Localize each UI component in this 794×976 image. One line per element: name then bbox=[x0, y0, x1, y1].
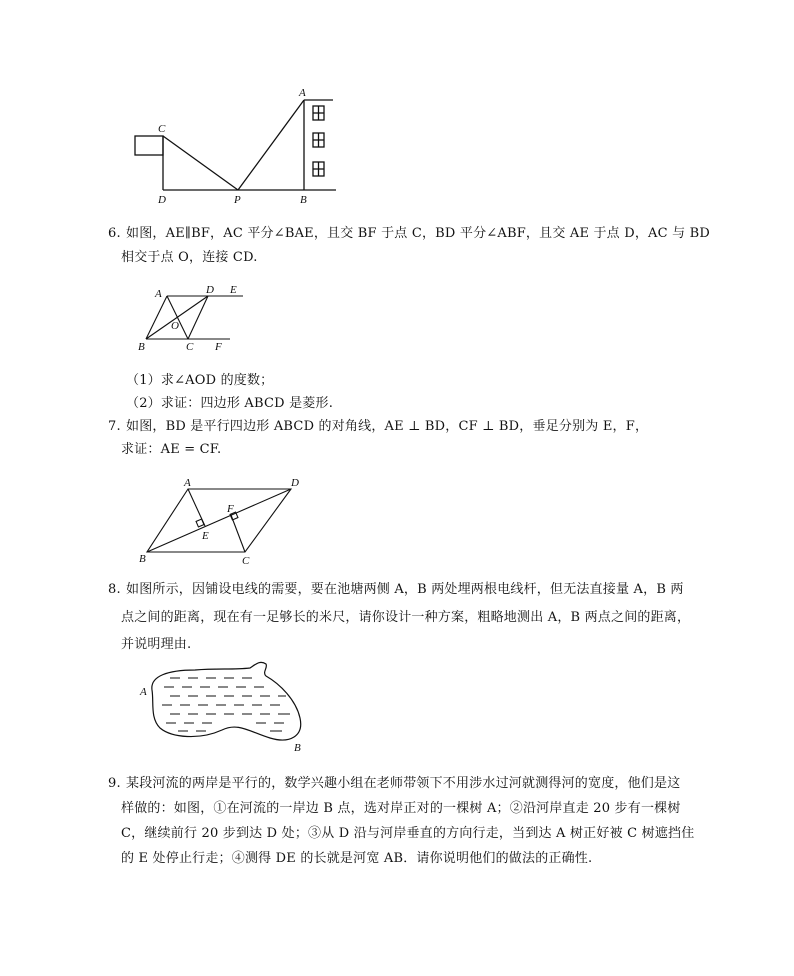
q8-text-line2: 点之间的距离，现在有一足够长的米尺，请你设计一种方案，粗略地测出 A，B 两点之间的距离， bbox=[121, 610, 691, 625]
label6-A: A bbox=[155, 288, 162, 300]
label-D: D bbox=[158, 194, 166, 206]
label7-D: D bbox=[291, 477, 299, 489]
label7-A: A bbox=[184, 477, 191, 489]
label6-E: E bbox=[230, 284, 237, 296]
label-C: C bbox=[158, 123, 166, 135]
q9-text-line3: C，继续前行 20 步到达 D 处；③从 D 沿与河岸垂直的方向行走，当到达 A 树正好被 C 树遮挡住 bbox=[121, 826, 695, 841]
label7-C: C bbox=[242, 555, 250, 567]
label-P: P bbox=[234, 194, 241, 206]
q9-number: 9. bbox=[108, 776, 121, 791]
q6-text-line1: 如图，AE∥BF，AC 平分∠BAE，且交 BF 于点 C，BD 平分∠ABF，且交 AE 于点 D，AC 与 BD bbox=[126, 226, 711, 241]
label6-C: C bbox=[186, 341, 194, 353]
figure-rhombus bbox=[146, 296, 243, 339]
q7-text-line2: 求证：AE = CF. bbox=[121, 442, 222, 457]
label7-F: F bbox=[227, 503, 234, 515]
q6-subquestion-1: （1）求∠AOD 的度数； bbox=[126, 373, 274, 388]
q7-number: 7. bbox=[108, 419, 121, 434]
label6-F: F bbox=[215, 341, 222, 353]
label6-D: D bbox=[206, 284, 214, 296]
q8-text-line3: 并说明理由. bbox=[121, 637, 192, 652]
q6-number: 6. bbox=[108, 226, 121, 241]
q9-text-line4: 的 E 处停止行走；④测得 DE 的长就是河宽 AB．请你说明他们的做法的正确性. bbox=[121, 851, 593, 866]
q8-number: 8. bbox=[108, 582, 121, 597]
figure-parallelogram bbox=[147, 489, 291, 552]
label-B: B bbox=[300, 194, 307, 206]
small-box bbox=[135, 136, 163, 155]
figure-pond bbox=[152, 662, 301, 740]
q7-text-line1: 如图，BD 是平行四边形 ABCD 的对角线，AE ⊥ BD，CF ⊥ BD，垂足分别为 E，F， bbox=[126, 419, 649, 434]
q9-text-line2: 样做的：如图，①在河流的一岸边 B 点，选对岸正对的一棵树 A；②沿河岸直走 20 步有一棵树 bbox=[121, 801, 681, 816]
label6-O: O bbox=[171, 320, 179, 332]
q6-text-line2: 相交于点 O，连接 CD. bbox=[121, 250, 258, 265]
label8-B: B bbox=[294, 742, 301, 754]
label7-B: B bbox=[139, 553, 146, 565]
q8-text-line1: 如图所示，因铺设电线的需要，要在池塘两侧 A，B 两处埋两根电线杆，但无法直接量 A，B 两 bbox=[126, 582, 684, 597]
label7-E: E bbox=[202, 530, 209, 542]
label-A: A bbox=[299, 87, 306, 99]
label8-A: A bbox=[140, 686, 147, 698]
label6-B: B bbox=[138, 341, 145, 353]
q6-subquestion-2: （2）求证：四边形 ABCD 是菱形. bbox=[126, 396, 334, 411]
q9-text-line1: 某段河流的两岸是平行的，数学兴趣小组在老师带领下不用涉水过河就测得河的宽度，他们是这 bbox=[126, 776, 681, 791]
